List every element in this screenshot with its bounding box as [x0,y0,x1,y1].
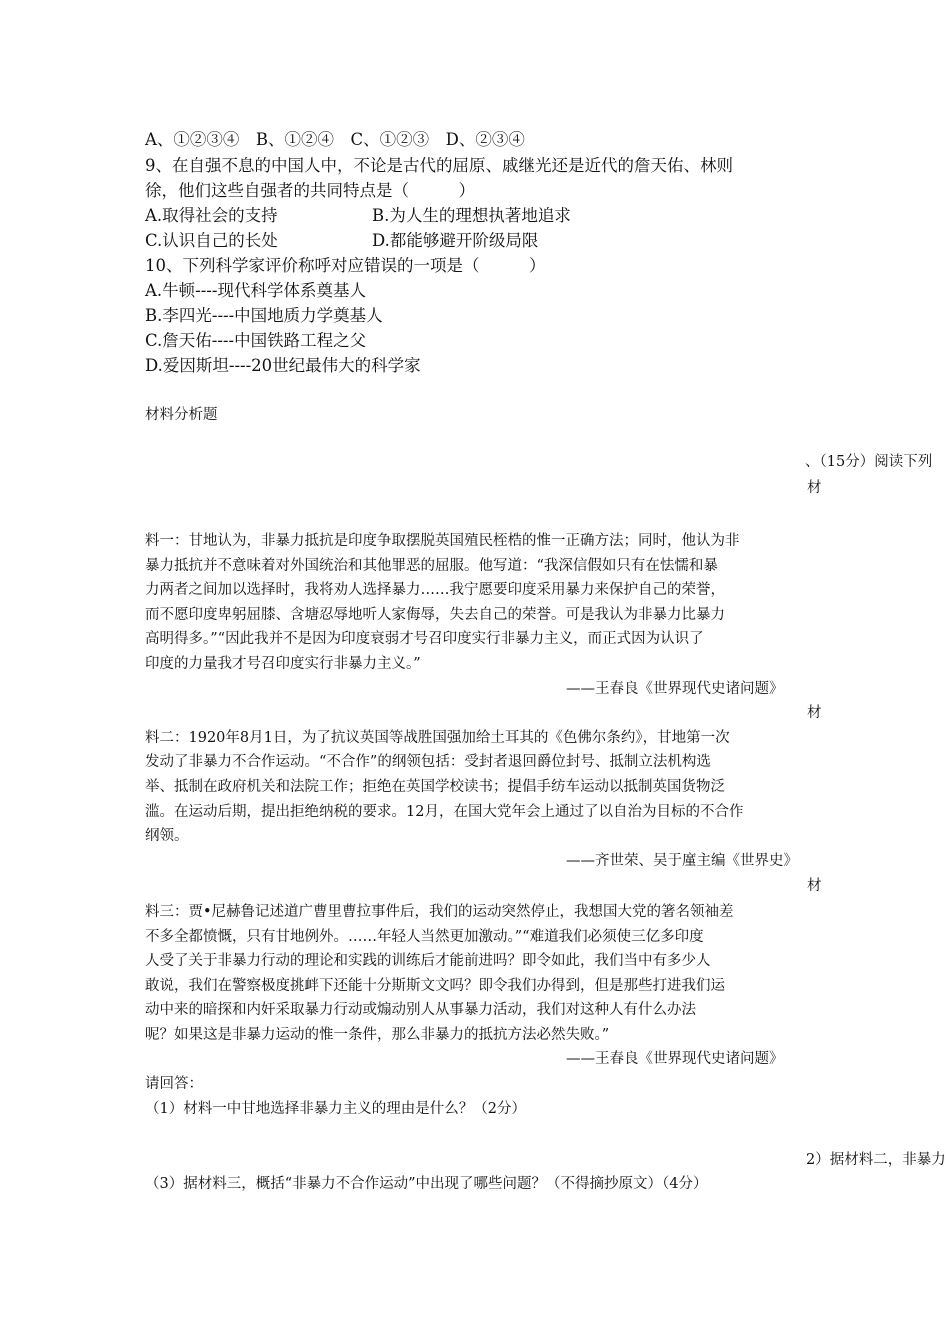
q9-stem-line1: 9、在自强不息的中国人中，不论是古代的屈原、戚继光还是近代的詹天佑、林则 [145,156,733,175]
material3-line: 敢说，我们在警察极度挑衅下还能十分斯斯文文吗？即令我们办得到，但是那些打进我们运 [145,978,725,994]
material2-line: 纲领。 [145,828,189,844]
material2-line: 举、抵制在政府机关和法院工作；拒绝在英国学校读书；提倡手纺车运动以抵制英国货物泛 [145,779,725,795]
section-title: 材料分析题 [145,407,218,423]
q9-option-a: A.取得社会的支持 [145,206,278,225]
q10-option-d: D.爱因斯坦----20世纪最伟大的科学家 [145,356,421,375]
q8-options: A、①②③④ B、①②④ C、①②③ D、②③④ [145,130,525,149]
material1-line: 而不愿印度卑躬屈膝、含塘忍辱地听人家侮辱，失去自己的荣誉。可是我认为非暴力比暴力 [145,607,725,623]
material1-line: 印度的力量我才号召印度实行非暴力主义。” [145,656,421,672]
q10-option-c: C.詹天佑----中国铁路工程之父 [145,331,367,350]
question-1: （1）材料一中甘地选择非暴力主义的理由是什么？（2分） [145,1101,526,1117]
material2-line: 发动了非暴力不合作运动。“不合作”的纲领包括：受封者退回爵位封号、抵制立法机构选 [145,754,711,770]
q10-stem: 10、下列科学家评价称呼对应错误的一项是（ ） [145,256,546,275]
material3-line: 呢？如果这是非暴力运动的惟一条件，那么非暴力的抵抗方法必然失败。” [145,1027,610,1043]
question-3: （3）据材料三，概括“非暴力不合作运动”中出现了哪些问题？（不得摘抄原文）（4分） [145,1176,708,1192]
q10-option-a: A.牛顿----现代科学体系奠基人 [145,281,366,300]
material2-label: 材 [807,705,822,721]
q9-options-row2 [145,227,538,251]
material3-label: 材 [807,878,822,894]
material3-source: ——王春良《世界现代史诸问题》 [566,1051,784,1067]
material1-source: ——王春良《世界现代史诸问题》 [566,681,784,697]
material3-line: 不多全都愤慨，只有甘地例外。……年轻人当然更加激动。”“难道我们必须使三亿多印度 [145,929,704,945]
material1-line: 力两者之间加以选择时，我将劝人选择暴力……我宁愿要印度采用暴力来保护自己的荣誉， [145,582,725,598]
material3-line: 料三：贾•尼赫鲁记述道广曹里曹拉事件后，我们的运动突然停止，我想国大党的箸名领袖差 [145,904,734,920]
material2-line: 料二：1920年8月1日，为了抗议英国等战胜国强加给土耳其的《色佛尔条约》，甘地第一次 [145,730,730,746]
q9-option-c: C.认识自己的长处 [145,231,278,250]
material1-line: 料一：甘地认为，非暴力抵抗是印度争取摆脱英国殖民桎梏的惟一正确方法；同时，他认为非 [145,533,740,549]
material1-line: 高明得多。”“因此我并不是因为印度衰弱才号召印度实行非暴力主义，而正式因为认识了 [145,631,704,647]
question-header: 、（15分）阅读下列 [805,454,933,470]
answer-prompt: 请回答： [145,1076,203,1092]
material1-line: 暴力抵抗并不意味着对外国统治和其他罪恶的屈服。他写道：“我深信假如只有在怯懦和暴 [145,558,718,574]
q9-options-row1 [145,202,571,226]
material1-label: 材 [807,480,822,496]
q9-option-d: D.都能够避开阶级局限 [372,231,539,250]
material2-line: 滥。在运动后期，提出拒绝纳税的要求。12月，在国大党年会上通过了以自治为目标的不合作 [145,804,744,820]
material2-source: ——齐世荣、吴于廑主编《世界史》 [566,853,798,869]
material3-line: 人受了关于非暴力行动的理论和实践的训练后才能前进吗？即令如此，我们当中有多少人 [145,953,711,969]
question-2-fragment: 2）据材料二，非暴力 [806,1152,946,1168]
q9-option-b: B.为人生的理想执著地追求 [372,206,571,225]
material3-line: 动中来的暗探和内奸采取暴力行动或煽动别人从事暴力活动，我们对这种人有什么办法 [145,1002,696,1018]
q10-option-b: B.李四光----中国地质力学奠基人 [145,306,383,325]
q9-stem-line2: 徐，他们这些自强者的共同特点是（ ） [145,181,475,200]
